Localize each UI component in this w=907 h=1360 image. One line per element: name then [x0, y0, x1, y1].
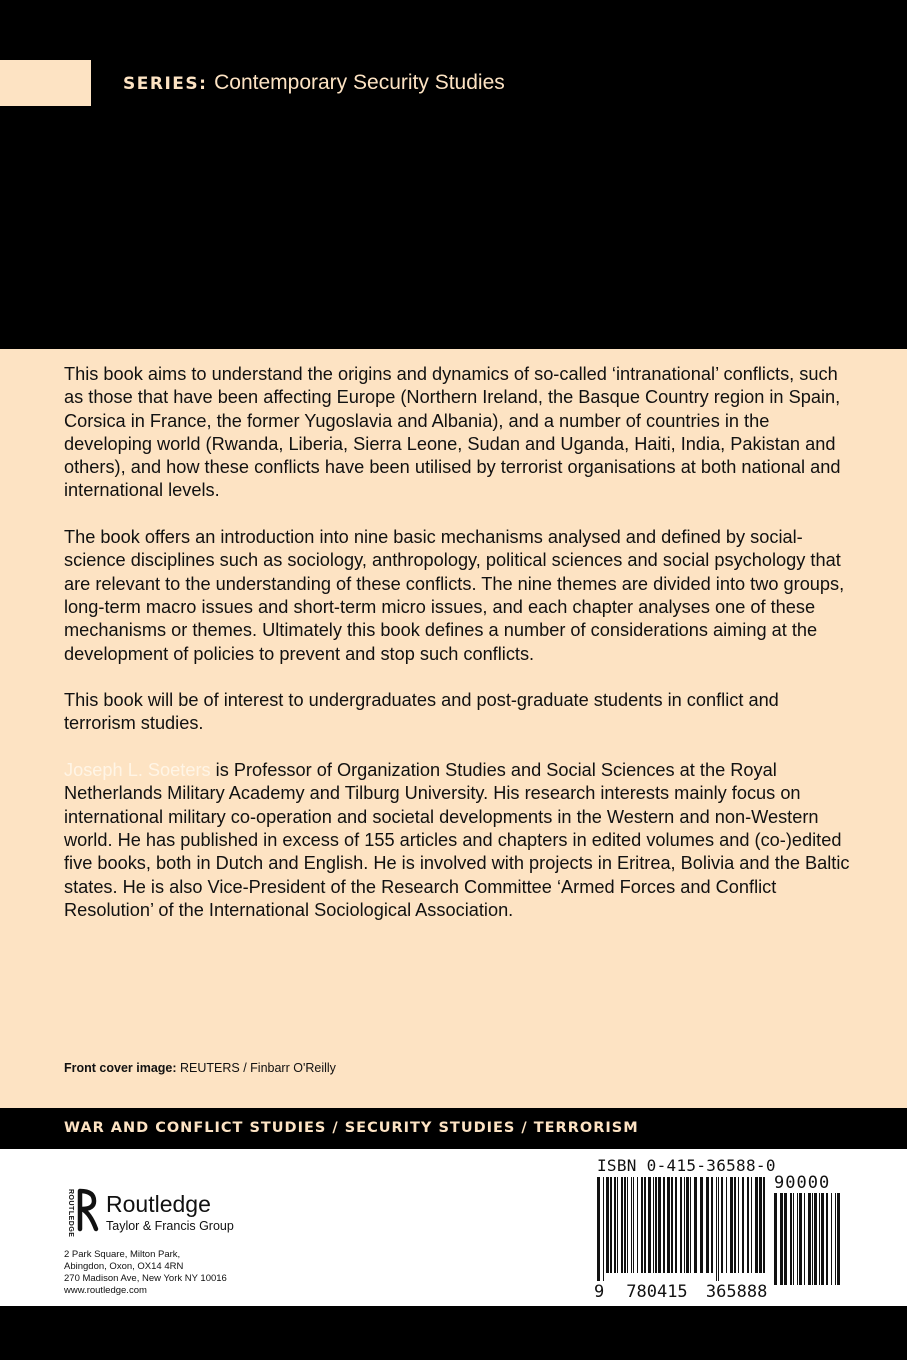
footer-band [0, 1306, 907, 1360]
barcode-bar [716, 1177, 717, 1281]
barcode-bar [641, 1177, 643, 1273]
barcode-bar [675, 1177, 677, 1273]
ean-left-digits: 780415 [626, 1282, 688, 1302]
barcode-bar [793, 1193, 794, 1285]
barcode-bar [721, 1177, 723, 1273]
barcode-bar [648, 1177, 651, 1273]
barcode-bar [799, 1193, 802, 1285]
barcode-bar [686, 1177, 689, 1273]
series-label: SERIES: [123, 74, 208, 94]
barcode-bar [797, 1193, 798, 1285]
barcode-bar [663, 1177, 665, 1273]
barcode-bar [621, 1177, 623, 1273]
barcode-bar [784, 1193, 787, 1285]
barcode-bar [694, 1177, 697, 1273]
barcode-bar [627, 1177, 628, 1273]
barcode-bar [755, 1177, 758, 1273]
barcode-bar [747, 1177, 749, 1273]
barcode-bar [644, 1177, 646, 1273]
publisher-panel [0, 1149, 907, 1306]
barcode-bar [759, 1177, 762, 1273]
top-black-band [0, 0, 907, 349]
barcode-bar [655, 1177, 657, 1273]
barcode-bar [730, 1177, 733, 1273]
barcode-bar [780, 1193, 783, 1285]
barcode-bar [831, 1193, 832, 1285]
series-name: Contemporary Security Studies [214, 71, 505, 94]
barcode-bar [835, 1193, 836, 1285]
ean-first-digit: 9 [594, 1282, 605, 1302]
barcode-bar [808, 1193, 811, 1285]
barcode-bar [700, 1177, 703, 1273]
barcode-bar [726, 1177, 727, 1273]
cover-image-credit [64, 1061, 336, 1075]
author-name: Joseph L. Soeters [64, 760, 211, 781]
barcode-bar [774, 1193, 777, 1285]
barcode-bar [790, 1193, 792, 1285]
barcode-bar [684, 1177, 685, 1273]
barcode-bar [742, 1177, 744, 1273]
address-line: 270 Madison Ave, New York NY 10016 [64, 1273, 227, 1284]
barcode-bar [837, 1193, 840, 1285]
address-line: www.routledge.com [64, 1285, 147, 1296]
barcode-bar [667, 1177, 670, 1273]
address-line: Abingdon, Oxon, OX14 4RN [64, 1261, 184, 1272]
routledge-mark-icon [74, 1187, 102, 1233]
barcode-bar [690, 1177, 691, 1273]
barcode-bar [617, 1177, 618, 1273]
address-line: 2 Park Square, Milton Park, [64, 1249, 181, 1260]
isbn-text: ISBN 0-415-36588-0 [597, 1156, 776, 1175]
barcode-bar [819, 1193, 820, 1285]
subject-categories: WAR AND CONFLICT STUDIES / SECURITY STUDIES / TERRORISM [64, 1120, 639, 1136]
publisher-group: Taylor & Francis Group [106, 1219, 234, 1233]
publisher-address [64, 1249, 227, 1297]
ean-right-digits: 365888 [705, 1282, 768, 1302]
barcode-bar [826, 1193, 828, 1285]
ean-digits [594, 1282, 767, 1302]
barcode-bar [706, 1177, 709, 1273]
barcode-bar [606, 1177, 609, 1273]
barcode-bar [734, 1177, 736, 1273]
logo-vertical-text: ROUTLEDGE [67, 1189, 74, 1238]
barcode-bar [603, 1177, 604, 1281]
barcode-bar [711, 1177, 713, 1273]
ean-barcode [597, 1177, 769, 1281]
author-paragraph [64, 759, 854, 922]
description-panel [0, 349, 907, 1108]
barcode-bar [671, 1177, 673, 1273]
series-line [123, 70, 505, 95]
price-code: 90000 [774, 1173, 831, 1193]
description-paragraph: This book will be of interest to undergraduates and post-graduate students in conflict and terrorism studies. [64, 690, 779, 734]
barcode-bar [614, 1177, 616, 1273]
barcode-bar [821, 1193, 824, 1285]
barcode-bar [718, 1177, 719, 1281]
barcode-bar [633, 1177, 634, 1273]
description-paragraph: This book aims to understand the origins and dynamics of so-called ‘intranational’ conflicts, such as those that have been affecting Europe (Northern Ireland, the Basque Country region in Spain, Corsica in France, the former Yugoslavia and Albania), and a number of countries in the developing world (Rwanda, Liberia, Sierra Leone, Sudan and Uganda, Haiti, India, Pakistan and others), and how these conflicts have been utilised by terrorist organisations at both national and international levels. [64, 364, 841, 501]
routledge-logo [62, 1187, 252, 1239]
barcode-bar [653, 1177, 654, 1273]
barcode-bar [631, 1177, 632, 1273]
credit-label: Front cover image: [64, 1061, 177, 1075]
subjects-band [0, 1108, 907, 1149]
barcode-bar [738, 1177, 739, 1273]
barcode-bar [624, 1177, 626, 1273]
series-tab [0, 60, 91, 106]
credit-value: REUTERS / Finbarr O'Reilly [180, 1061, 336, 1075]
barcode-bar [610, 1177, 612, 1273]
barcode-bar [812, 1193, 813, 1285]
description-paragraph: The book offers an introduction into nine basic mechanisms analysed and defined by social-science disciplines such as sociology, anthropology, political sciences and social psychology that are relevant to the understanding of these conflicts. The nine themes are divided into two groups, long-term macro issues and short-term micro issues, and each chapter analyses one of these mechanisms or themes. Ultimately this book defines a number of considerations aiming at the development of policies to prevent and stop such conflicts. [64, 527, 845, 664]
barcode-bar [763, 1177, 765, 1273]
barcode-bar [658, 1177, 661, 1273]
barcode-bar [804, 1193, 805, 1285]
price-addon-barcode [774, 1193, 844, 1293]
publisher-name: Routledge [106, 1191, 211, 1217]
barcode-bar [637, 1177, 638, 1273]
barcode-bar [680, 1177, 682, 1273]
barcode-bar [597, 1177, 600, 1281]
author-bio: is Professor of Organization Studies and Social Sciences at the Royal Netherlands Military Academy and Tilburg University. His research interests mainly focus on international military co-operation and societal developments in the Western and non-Western world. He has published in excess of 155 articles and chapters in edited volumes and (co-)edited five books, both in Dutch and English. He is involved with projects in Eritrea, Bolivia and the Baltic states. He is also Vice-President of the Research Committee ‘Armed Forces and Conflict Resolution’ of the International Sociological Association. [64, 760, 850, 920]
description-text [64, 363, 854, 945]
barcode-bar [814, 1193, 817, 1285]
barcode-bar [751, 1177, 752, 1273]
